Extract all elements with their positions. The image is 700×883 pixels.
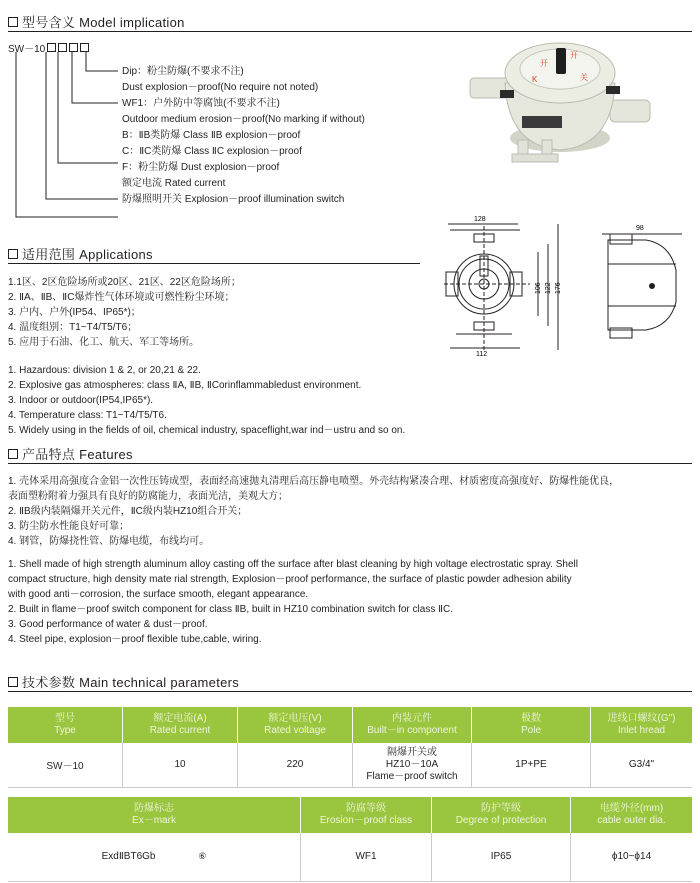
table-cell — [8, 833, 301, 881]
list-item: 3. 防尘防水性能良好可靠； — [8, 521, 130, 532]
square-bullet-icon — [8, 449, 18, 459]
table-cell: 1P+PE — [472, 743, 591, 787]
list-item: 2. Explosive gas atmospheres: class ⅡA, ⅡB, ⅡCorinflammabledust environment. — [8, 380, 362, 391]
legend-wf1: WF1：户外防中等腐蚀(不要求不注) — [122, 98, 280, 109]
list-item: 2. ⅡB级内装隔爆开关元件，ⅡC级内装HZ10组合开关； — [8, 506, 248, 517]
list-item: 4. Temperature class: T1~T4/T5/T6. — [8, 410, 167, 421]
product-photo — [460, 28, 660, 168]
list-item: 5. 应用于石油、化工、航天、军工等场所。 — [8, 337, 200, 348]
list-item: 2. ⅡA、ⅡB、ⅡC爆炸性气体环境或可燃性粉尘环境； — [8, 292, 235, 303]
dim-h2: 122 — [545, 282, 552, 294]
square-bullet-icon — [8, 249, 18, 259]
model-legend — [122, 64, 365, 208]
svg-text:开: 开 — [540, 59, 548, 68]
applications-section-title — [8, 244, 153, 263]
dim-side-width: 98 — [636, 225, 644, 232]
table-header: 防爆标志 Ex－mark — [8, 797, 301, 833]
table-cell: 10 — [123, 743, 238, 787]
list-item: 3. Good performance of water & dust－proof. — [8, 619, 208, 630]
list-item: 3. Indoor or outdoor(IP54,IP65*). — [8, 395, 154, 406]
applications-divider — [8, 263, 420, 264]
dimension-drawing — [440, 210, 690, 380]
table-header: 内装元件 Built－in component — [353, 707, 472, 743]
list-item: 1.1区、2区危险场所或20区、21区、22区危险场所； — [8, 277, 241, 288]
params-title-text: 技术参数 Main technical parameters — [22, 675, 240, 690]
table-cell: 隔爆开关或 HZ10－10A Flame－proof switch — [353, 743, 472, 787]
table-row — [8, 833, 692, 881]
table-cell: ϕ10~ϕ14 — [571, 833, 693, 881]
list-item: with good anti－corrosion, the surface smooth, elegant appearance. — [8, 589, 309, 600]
legend-dip: Dip：粉尘防爆(不要求不注) — [122, 66, 244, 77]
params-divider — [8, 691, 692, 692]
table-row — [8, 743, 692, 787]
params-section-title — [8, 672, 239, 691]
params-table-1 — [8, 707, 692, 788]
features-divider — [8, 463, 692, 464]
legend-dip-en: Dust explosion－proof(No require not noted) — [122, 82, 319, 93]
square-bullet-icon — [8, 677, 18, 687]
dim-h1: 106 — [535, 282, 542, 294]
table-header: 型号 Type — [8, 707, 123, 743]
applications-title-text: 适用范围 Applications — [22, 247, 153, 262]
dim-front-base: 112 — [476, 351, 488, 358]
table-header: 电缆外径(mm) cable outer dia. — [571, 797, 693, 833]
table-header: 极数 Pole — [472, 707, 591, 743]
table-cell: IP65 — [432, 833, 571, 881]
table-header: 额定电压(V) Rated voltage — [238, 707, 353, 743]
table-header: 防腐等级 Erosion－proof class — [301, 797, 432, 833]
table-cell: SW－10 — [8, 743, 123, 787]
list-item: compact structure, high density mate rial strength, Explosion－proof performance, the surface of plastic powder adhesion ability — [8, 574, 572, 585]
legend-rated-current: 额定电流 Rated current — [122, 178, 226, 189]
legend-class-f: F：粉尘防爆 Dust explosion－proof — [122, 162, 280, 173]
legend-switch: 防爆照明开关 Explosion－proof illumination switch — [122, 194, 345, 205]
features-en-list — [8, 557, 578, 647]
features-cn-list — [8, 474, 619, 549]
dim-front-width: 128 — [474, 216, 486, 223]
list-item: 1. Hazardous: division 1 & 2, or 20,21 & 22. — [8, 365, 201, 376]
svg-text:K: K — [532, 75, 538, 84]
list-item: 2. Built in flame－proof switch component for class ⅡB, built in HZ10 combination switch for class ⅡC. — [8, 604, 454, 615]
model-bracket-lines — [0, 0, 130, 230]
table-cell: WF1 — [301, 833, 432, 881]
applications-en-list — [8, 363, 405, 438]
legend-wf1-en: Outdoor medium erosion－proof(No marking if without) — [122, 114, 365, 125]
ex-mark-text: ExdⅡBT6Gb — [101, 851, 156, 863]
model-title-text: 型号含义 Model implication — [22, 15, 185, 30]
table-header: 防护等级 Degree of protection — [432, 797, 571, 833]
dim-h3: 176 — [555, 282, 562, 294]
applications-cn-list — [8, 275, 241, 350]
model-code-prefix: SW－10 — [8, 44, 46, 55]
list-item: 3. 户内、户外(IP54、IP65*)； — [8, 307, 141, 318]
table-header: 额定电流(A) Rated current — [123, 707, 238, 743]
table-cell: 220 — [238, 743, 353, 787]
features-section-title — [8, 444, 133, 463]
legend-class-b: B：ⅡB类防爆 Class ⅡB explosion－proof — [122, 130, 301, 141]
features-title-text: 产品特点 Features — [22, 447, 133, 462]
list-item: 5. Widely using in the fields of oil, chemical industry, spaceflight,war ind－ustru and so on. — [8, 425, 406, 436]
list-item: 表面塑粉附着力强具有良好的防腐能力，表面光洁，美观大方； — [8, 491, 288, 502]
ex-mark-symbol-icon: ⑥ — [198, 851, 207, 862]
list-item: 4. 温度组别：T1~T4/T5/T6； — [8, 322, 138, 333]
list-item: 4. Steel pipe, explosion－proof flexible tube,cable, wiring. — [8, 634, 262, 645]
table-header: 进线口螺纹(G") Inlet hread — [591, 707, 693, 743]
list-item: 1. 壳体采用高强度合金铝一次性压铸成型，表面经高速抛丸清理后高压静电喷塑。外壳结构紧凑合理、材质密度高强度好、防爆性能优良， — [8, 476, 620, 487]
legend-class-c: C：ⅡC类防爆 Class ⅡC explosion－proof — [122, 146, 302, 157]
svg-text:开: 开 — [570, 51, 578, 60]
list-item: 1. Shell made of high strength aluminum alloy casting off the surface after blast cleaning by high voltage electrostatic spray. Shell — [8, 559, 578, 570]
svg-text:关: 关 — [580, 73, 588, 82]
list-item: 4. 钢管，防爆挠性管、防爆电缆，布线均可。 — [8, 536, 210, 547]
params-table-2 — [8, 797, 692, 882]
table-cell: G3/4" — [591, 743, 693, 787]
